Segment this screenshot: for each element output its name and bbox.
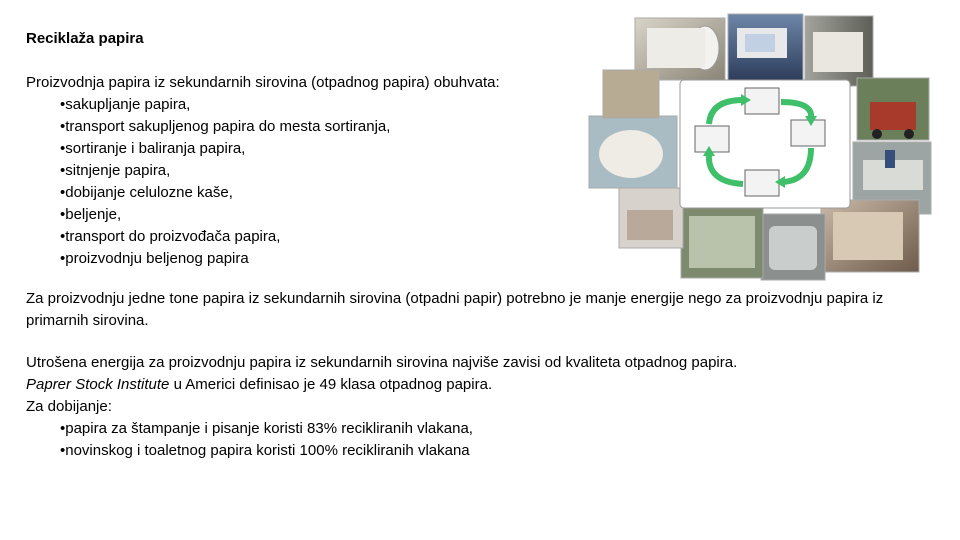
list-item: •proizvodnju beljenog papira <box>60 250 249 267</box>
photo-stacked-paper <box>805 16 873 86</box>
list-item: •sitnjenje papira, <box>60 162 171 179</box>
process-steps-list <box>60 94 390 270</box>
photo-pulp-bowl <box>589 116 677 188</box>
photo-collection <box>603 70 659 118</box>
list-item: •dobijanje celulozne kaše, <box>60 184 233 201</box>
photo-truck <box>857 78 929 140</box>
institute-name: Paprer Stock Institute <box>26 376 170 393</box>
quality-line: Utrošena energija za proizvodnju papira iz sekundarnih sirovina najviše zavisi od kvaliteta otpadnog papira. <box>26 354 738 371</box>
energy-paragraph: Za proizvodnju jedne tone papira iz sekundarnih sirovina (otpadni papir) potrebno je manje energije nego za proizvodnju papira iz primarnih sirovina. <box>26 290 884 329</box>
recycling-cycle-diagram <box>680 80 850 208</box>
institute-line <box>26 374 926 396</box>
recycling-photo-collage <box>585 10 935 285</box>
photo-paper-bales <box>821 200 919 272</box>
photo-shredded-paper <box>681 206 763 278</box>
intro-text: Proizvodnja papira iz sekundarnih sirovina (otpadnog papira) obuhvata: <box>26 74 500 91</box>
slide-title: Reciklaža papira <box>26 30 144 47</box>
list-item: •novinskog i toaletnog papira koristi 100% recikliranih vlakana <box>60 442 470 459</box>
list-item: •beljenje, <box>60 206 122 223</box>
institute-text: u Americi definisao je 49 klasa otpadnog papira. <box>169 376 493 393</box>
photo-paper-machine <box>761 214 825 280</box>
photo-paper-bins <box>728 14 803 80</box>
list-item: •sortiranje i baliranja papira, <box>60 140 246 157</box>
photo-pulp-hand <box>619 188 683 248</box>
list-item: •transport sakupljenog papira do mesta sortiranja, <box>60 118 391 135</box>
list-item: •sakupljanje papira, <box>60 96 191 113</box>
list-item: •transport do proizvođača papira, <box>60 228 281 245</box>
za-dobijanje-label: Za dobijanje: <box>26 398 112 415</box>
list-item: •papira za štampanje i pisanje koristi 83% recikliranih vlakana, <box>60 420 473 437</box>
collage-image <box>585 10 935 285</box>
quality-paragraph <box>26 352 926 462</box>
